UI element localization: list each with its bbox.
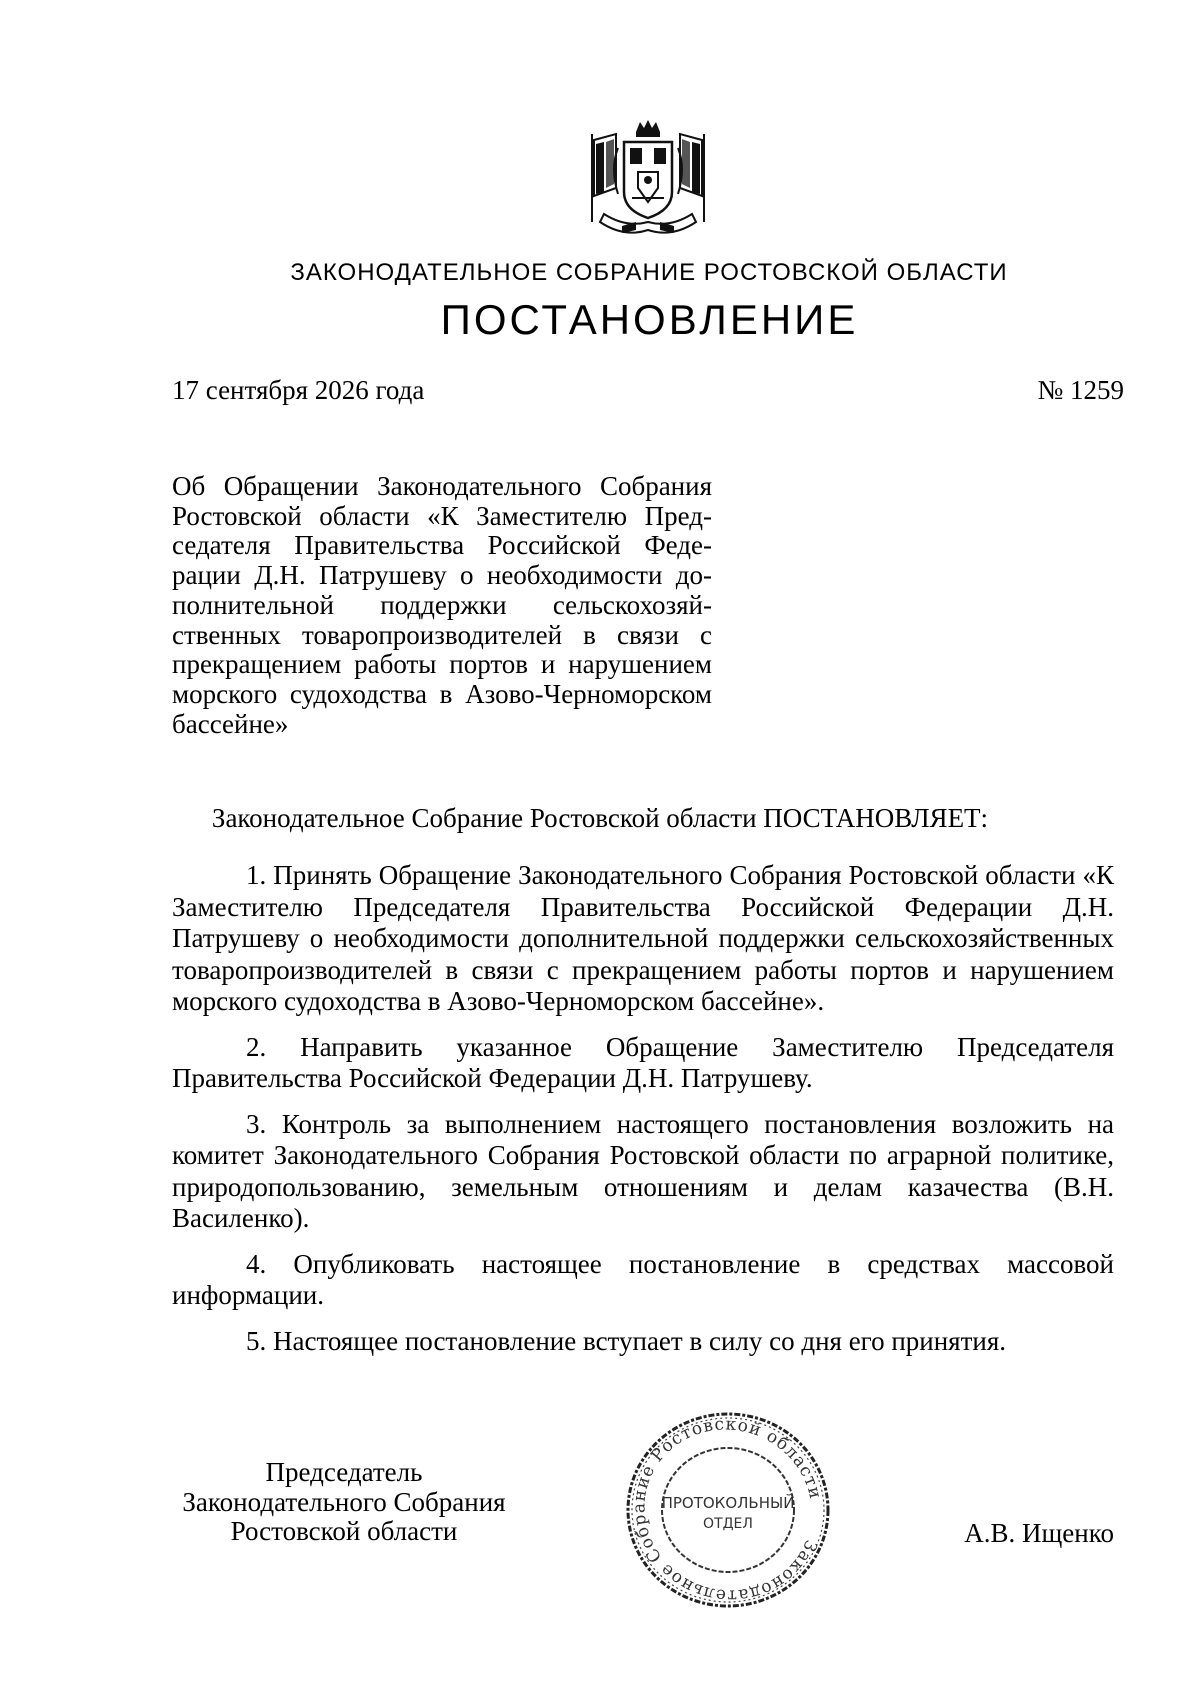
signatory-title-line: Законодательного Собрания — [182, 1486, 506, 1517]
resolution-item-3: 3. Контроль за выполнением настоящего постановления возложить на комитет Законодательного Собрания Ростовской области по аграрной политике, природопользованию, земельным отношениям и делам казачества (В.Н. Василенко). — [172, 1108, 1114, 1233]
document-type: ПОСТАНОВЛЕНИЕ — [440, 296, 859, 343]
resolution-item-2: 2. Направить указанное Обращение Заместителю Председателя Правительства Российской Федерации Д.Н. Патрушеву. — [172, 1031, 1114, 1093]
signatory-title — [172, 1458, 516, 1547]
document-date: 17 сентября 2026 года — [172, 375, 425, 405]
organization-name: ЗАКОНОДАТЕЛЬНОЕ СОБРАНИЕ РОСТОВСКОЙ ОБЛАСТИ — [290, 259, 1008, 286]
coat-of-arms-icon — [586, 118, 710, 240]
resolution-item-5: 5. Настоящее постановление вступает в силу со дня его принятия. — [246, 1325, 1007, 1356]
stamp-inner-line2: ОТДЕЛ — [703, 1516, 753, 1532]
official-stamp — [622, 1408, 834, 1612]
preamble: Законодательное Собрание Ростовской области ПОСТАНОВЛЯЕТ: — [211, 803, 989, 833]
document-number: № 1259 — [1037, 375, 1124, 405]
resolution-item-1: 1. Принять Обращение Законодательного Собрания Ростовской области «К Заместителю Председателя Правительства Российской Федерации Д.Н. Патрушеву о необходимости дополнительной поддержки сельскохозяйственных товаропроизводителей в связи с прекращением работы портов и нарушением морского судоходства в Азово-Черноморском бассейне». — [172, 860, 1114, 1016]
stamp-inner-line1: ПРОТОКОЛЬНЫЙ — [661, 1494, 795, 1512]
signatory-title-line: Председатель — [265, 1457, 423, 1487]
stamp-outer-text: Законодательное Собрание Ростовской области — [629, 1414, 826, 1606]
signatory-title-line: Ростовской области — [230, 1516, 458, 1547]
document-title: Об Обращении Законодательного Собрания Ростовской области «К Заместителю Председателя Правительства Российской Федерации Д.Н. Патрушеву о необходимости дополнительной поддержки сельскохозяйственных товаропроизводителей в связи с прекращением работы портов и нарушением морского судоходства в Азово-Черноморском бассейне» — [172, 471, 712, 739]
resolution-items — [172, 860, 1114, 1371]
signatory-name: А.В. Ищенко — [964, 1518, 1114, 1548]
resolution-item-4: 4. Опубликовать настоящее постановление в средствах массовой информации. — [172, 1248, 1114, 1310]
